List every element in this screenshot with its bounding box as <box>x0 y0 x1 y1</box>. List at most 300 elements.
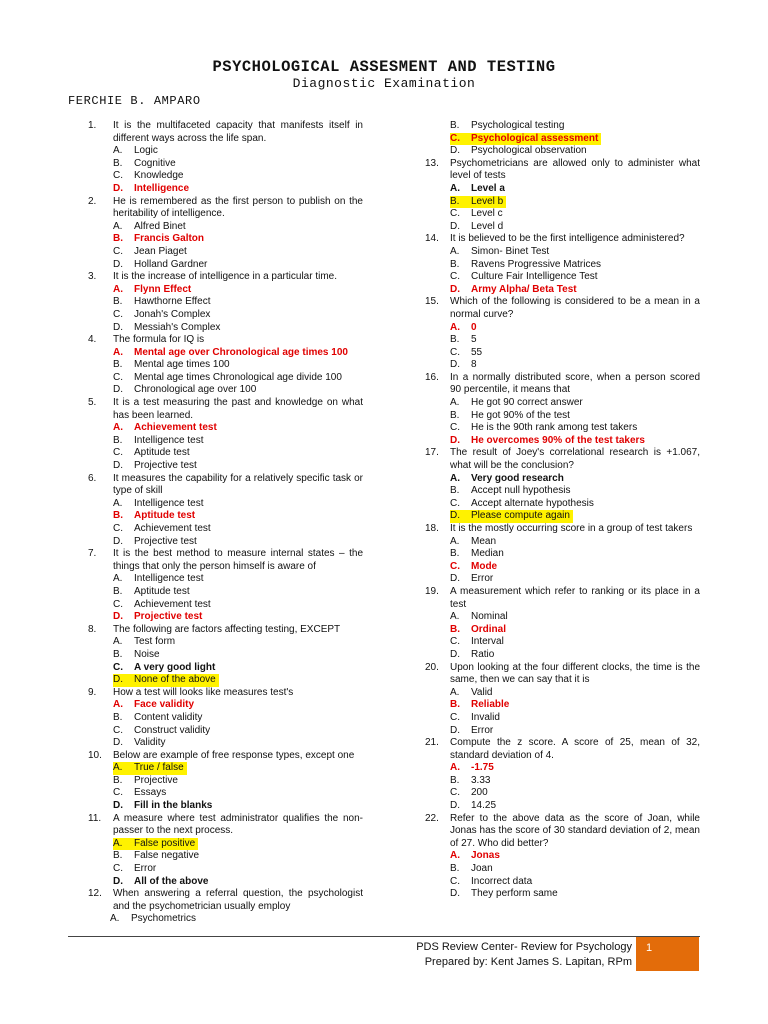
option-text: Test form <box>134 636 176 648</box>
option-text: Accept alternate hypothesis <box>471 497 594 509</box>
option-text: Intelligence test <box>134 573 204 585</box>
option-text: Aptitude test <box>134 585 190 597</box>
answer-option <box>450 322 700 335</box>
option-letter: C. <box>113 661 123 673</box>
option-text: Error <box>471 724 494 736</box>
answer-option <box>450 876 700 889</box>
option-text: Content validity <box>134 711 203 723</box>
answer-option <box>113 762 363 775</box>
question-number: 15. <box>425 296 439 308</box>
question <box>88 687 363 700</box>
option-text: Intelligence <box>134 182 190 194</box>
option-letter: B. <box>450 863 460 875</box>
author-name: FERCHIE B. AMPARO <box>68 94 201 108</box>
answer-option <box>113 649 363 662</box>
answer-option <box>113 460 363 473</box>
option-text: False positive <box>134 838 198 851</box>
question <box>88 271 363 284</box>
option-letter: C. <box>113 245 123 257</box>
option-text: Achievement test <box>134 523 211 534</box>
document-subtitle: Diagnostic Examination <box>292 76 476 91</box>
answer-option <box>450 473 700 486</box>
question <box>425 523 700 536</box>
option-text: Accept null hypothesis <box>471 485 571 497</box>
option-letter: A. <box>113 145 123 157</box>
option-text: Fill in the blanks <box>134 800 213 812</box>
option-letter: D. <box>450 359 460 371</box>
answer-option <box>450 334 700 347</box>
option-text: Level a <box>471 182 505 194</box>
option-text: Mode <box>471 560 498 572</box>
option-letter: B. <box>113 510 123 522</box>
answer-option <box>113 183 363 196</box>
answer-option <box>450 221 700 234</box>
question <box>88 334 363 347</box>
option-text: 200 <box>471 787 488 799</box>
option-text: Achievement test <box>134 598 211 610</box>
option-text: Projective test <box>134 460 197 472</box>
option-text: Hawthorne Effect <box>134 296 211 308</box>
option-text: Error <box>134 863 157 875</box>
option-text: Projective <box>134 774 178 786</box>
option-text: Logic <box>134 145 158 157</box>
answer-option <box>113 599 363 612</box>
option-letter: D. <box>450 220 460 232</box>
answer-option <box>113 523 363 536</box>
option-text: Face validity <box>134 699 195 711</box>
answer-option <box>113 674 363 687</box>
question-text: He is remembered as the first person to publish on the heritability of intelligence. <box>113 195 363 220</box>
answer-option <box>450 271 700 284</box>
option-text: False negative <box>134 850 200 862</box>
question-number: 9. <box>88 686 97 698</box>
option-text: Incorrect data <box>471 875 533 887</box>
option-letter: A. <box>113 573 123 585</box>
option-letter: A. <box>450 472 460 484</box>
option-text: Ordinal <box>471 623 507 635</box>
answer-option <box>113 498 363 511</box>
option-text: Noise <box>134 648 160 660</box>
question-text: The result of Joey's correlational research is +1.067, what will be the conclusion? <box>450 447 700 472</box>
question-text: It is believed to be the first intelligence administered? <box>450 233 685 245</box>
option-text: 14.25 <box>471 800 497 812</box>
answer-option <box>450 624 700 637</box>
answer-option <box>113 636 363 649</box>
question-text: A measure where test administrator qualifies the non-passer to the next process. <box>113 812 363 837</box>
option-letter: C. <box>450 133 471 146</box>
question-number: 4. <box>88 334 97 346</box>
option-letter: A. <box>113 762 134 775</box>
answer-option <box>113 787 363 800</box>
option-letter: A. <box>113 838 134 851</box>
option-letter: D. <box>450 283 460 295</box>
option-text: Intelligence test <box>134 497 204 509</box>
question-text: How a test will looks like measures test's <box>113 686 294 698</box>
option-letter: B. <box>450 258 460 270</box>
question-text: Psychometricians are allowed only to administer what level of tests <box>450 157 700 182</box>
answer-option <box>450 120 700 133</box>
option-text: -1.75 <box>471 762 494 774</box>
answer-option <box>450 410 700 423</box>
question-number: 6. <box>88 472 97 484</box>
answer-option <box>113 838 363 851</box>
question-text: In a normally distributed score, when a person scored 90 percentile, it means that <box>450 371 700 396</box>
option-letter: B. <box>113 774 123 786</box>
option-text: Jonah's Complex <box>134 308 211 320</box>
option-letter: C. <box>113 170 123 182</box>
answer-option <box>450 548 700 561</box>
document-title: PSYCHOLOGICAL ASSESMENT AND TESTING <box>212 58 556 76</box>
answer-option <box>113 712 363 725</box>
page-number: 1 <box>646 942 653 954</box>
answer-option <box>450 347 700 360</box>
option-text: 8 <box>471 359 477 371</box>
answer-option <box>450 863 700 876</box>
answer-option <box>113 725 363 738</box>
answer-option <box>450 536 700 549</box>
answer-option <box>113 699 363 712</box>
answer-option <box>113 737 363 750</box>
answer-option <box>113 573 363 586</box>
question-text: A measurement which refer to ranking or its place in a test <box>450 585 700 610</box>
question <box>425 296 700 321</box>
question-number: 22. <box>425 812 439 824</box>
option-letter: A. <box>450 850 460 862</box>
answer-option <box>450 246 700 259</box>
option-text: He is the 90th rank among test takers <box>471 422 638 434</box>
option-text: A very good light <box>134 661 216 673</box>
option-letter: D. <box>113 674 134 687</box>
option-letter: B. <box>450 699 460 711</box>
question <box>88 750 363 763</box>
option-letter: D. <box>450 145 460 157</box>
answer-option <box>450 435 700 448</box>
option-letter: C. <box>113 447 123 459</box>
answer-option <box>450 359 700 372</box>
question-number: 16. <box>425 371 439 383</box>
answer-option <box>113 876 363 889</box>
option-letter: C. <box>450 875 460 887</box>
option-letter: B. <box>450 196 471 209</box>
option-letter: D. <box>450 573 460 585</box>
answer-option <box>450 485 700 498</box>
answer-option <box>113 296 363 309</box>
answer-option <box>450 762 700 775</box>
option-text: Aptitude test <box>134 447 190 459</box>
option-text: 5 <box>471 334 477 346</box>
option-letter: B. <box>450 485 460 497</box>
option-letter: C. <box>113 787 123 799</box>
option-letter: D. <box>450 434 460 446</box>
option-letter: B. <box>113 157 123 169</box>
option-letter: B. <box>450 120 460 131</box>
question-number: 7. <box>88 548 97 560</box>
option-text: Mental age over Chronological age times 100 <box>134 346 348 358</box>
answer-option <box>450 133 700 146</box>
option-letter: C. <box>113 863 123 875</box>
option-letter: C. <box>113 598 123 610</box>
option-letter: D. <box>113 321 123 333</box>
option-text: 55 <box>471 346 483 358</box>
option-letter: B. <box>450 548 460 560</box>
question-text: Compute the z score. A score of 25, mean of 32, standard deviation of 4. <box>450 737 700 761</box>
option-letter: A. <box>113 283 123 295</box>
option-letter: C. <box>450 636 460 648</box>
answer-option <box>450 510 700 523</box>
option-letter: C. <box>113 724 123 736</box>
answer-option <box>113 611 363 624</box>
option-text: Simon- Binet Test <box>471 245 550 257</box>
option-letter: C. <box>450 346 460 358</box>
option-letter: D. <box>450 888 460 900</box>
question-number: 10. <box>88 749 102 761</box>
option-letter: B. <box>113 359 123 371</box>
answer-option <box>450 259 700 272</box>
option-text: Alfred Binet <box>134 220 186 232</box>
question-text: It is the multifaceted capacity that manifests itself in different ways across the life span. <box>113 120 363 144</box>
answer-option <box>450 284 700 297</box>
answer-option <box>113 145 363 158</box>
option-text: Projective test <box>134 611 203 623</box>
answer-option <box>113 347 363 360</box>
answer-option <box>113 586 363 599</box>
option-text: Median <box>471 548 504 560</box>
question-number: 18. <box>425 523 439 534</box>
footer-prepared-by: Prepared by: Kent James S. Lapitan, RPm <box>424 955 632 968</box>
option-letter: B. <box>450 409 460 421</box>
answer-option <box>113 284 363 297</box>
option-text: Error <box>471 573 494 585</box>
option-text: Level d <box>471 220 504 232</box>
option-text: Aptitude test <box>134 510 196 522</box>
option-text: Jonas <box>471 850 500 862</box>
question-number: 20. <box>425 661 439 673</box>
option-letter: B. <box>450 334 460 346</box>
question-number: 13. <box>425 157 439 169</box>
option-letter: B. <box>113 233 123 245</box>
question <box>88 473 363 498</box>
option-text: Army Alpha/ Beta Test <box>471 283 577 295</box>
option-text: Ratio <box>471 648 495 660</box>
answer-option <box>450 725 700 738</box>
option-letter: A. <box>450 397 460 409</box>
option-letter: A. <box>450 535 460 547</box>
question-number: 19. <box>425 585 439 597</box>
answer-option <box>113 447 363 460</box>
option-letter: C. <box>450 497 460 509</box>
answer-option <box>113 850 363 863</box>
option-text: Essays <box>134 787 167 799</box>
answer-option <box>113 259 363 272</box>
question <box>88 120 363 145</box>
option-text: Francis Galton <box>134 233 205 245</box>
answer-option <box>450 699 700 712</box>
question-text: Upon looking at the four different clocks, the time is the same, then we can say that it is <box>450 661 700 686</box>
answer-option <box>113 384 363 397</box>
footer-review-center: PDS Review Center- Review for Psychology <box>416 941 632 953</box>
option-text: Valid <box>471 686 493 698</box>
option-letter: B. <box>450 623 460 635</box>
option-text: Holland Gardner <box>134 258 208 270</box>
option-letter: C. <box>113 523 123 534</box>
option-text: Joan <box>471 863 493 875</box>
option-letter: C. <box>450 787 460 799</box>
right-column <box>425 120 700 901</box>
option-text: Validity <box>134 737 166 749</box>
answer-option <box>450 649 700 662</box>
option-text: Culture Fair Intelligence Test <box>471 271 598 283</box>
answer-option <box>113 359 363 372</box>
option-text: Mental age times Chronological age divide 100 <box>134 371 342 383</box>
answer-option <box>450 850 700 863</box>
option-letter: D. <box>113 737 123 749</box>
option-letter: A. <box>113 699 123 711</box>
question <box>88 624 363 637</box>
answer-option <box>113 221 363 234</box>
option-text: Achievement test <box>134 422 217 434</box>
answer-option <box>113 775 363 788</box>
option-text: Jean Piaget <box>134 245 187 257</box>
question <box>88 196 363 221</box>
option-letter: D. <box>450 648 460 660</box>
option-letter: C. <box>450 711 460 723</box>
answer-option <box>113 863 363 876</box>
question <box>425 372 700 397</box>
option-letter: C. <box>450 271 460 283</box>
answer-option <box>113 435 363 448</box>
option-text: Mean <box>471 535 497 547</box>
answer-option <box>450 712 700 725</box>
option-text: Knowledge <box>134 170 184 182</box>
option-letter: B. <box>113 850 123 862</box>
answer-option <box>450 611 700 624</box>
answer-option <box>113 246 363 259</box>
answer-option <box>450 183 700 196</box>
option-text: Nominal <box>471 611 508 623</box>
option-letter: D. <box>113 535 123 547</box>
answer-option <box>450 636 700 649</box>
answer-option <box>110 913 363 926</box>
option-letter: A. <box>450 321 460 333</box>
question-text: It is the mostly occurring score in a group of test takers <box>450 523 693 534</box>
option-letter: B. <box>113 296 123 308</box>
option-text: True / false <box>134 762 187 775</box>
option-letter: D. <box>113 384 123 396</box>
question-text: It is the increase of intelligence in a particular time. <box>113 271 337 283</box>
option-letter: A. <box>113 220 123 232</box>
footer-divider <box>68 936 700 937</box>
option-letter: D. <box>113 611 123 623</box>
left-column <box>88 120 363 926</box>
question-number: 17. <box>425 447 439 459</box>
option-letter: D. <box>113 182 123 194</box>
answer-option <box>450 145 700 158</box>
option-text: He overcomes 90% of the test takers <box>471 434 645 446</box>
option-letter: A. <box>113 636 123 648</box>
answer-option <box>113 662 363 675</box>
option-text: Mental age times 100 <box>134 359 230 371</box>
option-text: Ravens Progressive Matrices <box>471 258 602 270</box>
option-letter: C. <box>113 308 123 320</box>
answer-option <box>113 322 363 335</box>
option-letter: D. <box>450 724 460 736</box>
question <box>88 397 363 422</box>
question-text: It is the best method to measure internal states – the things that only the person himself is aware of <box>113 548 363 572</box>
question-number: 21. <box>425 737 439 749</box>
option-text: Very good research <box>471 472 564 484</box>
option-letter: D. <box>113 875 123 887</box>
question-number: 2. <box>88 195 97 207</box>
option-letter: A. <box>450 182 460 194</box>
option-letter: D. <box>113 258 123 270</box>
option-letter: A. <box>113 346 123 358</box>
question-number: 5. <box>88 397 97 409</box>
question <box>88 548 363 573</box>
option-letter: B. <box>113 434 123 446</box>
answer-option <box>450 775 700 788</box>
option-letter: D. <box>450 510 471 523</box>
answer-option <box>450 687 700 700</box>
option-text: He got 90 correct answer <box>471 397 583 409</box>
option-letter: A. <box>450 245 460 257</box>
option-letter: A. <box>450 762 460 774</box>
question <box>88 888 363 913</box>
option-letter: C. <box>450 422 460 434</box>
option-text: Psychological testing <box>471 120 565 131</box>
option-letter: B. <box>113 648 123 660</box>
question <box>425 813 700 851</box>
answer-option <box>450 498 700 511</box>
page-number-box <box>636 937 699 971</box>
question-text: Which of the following is considered to be a mean in a normal curve? <box>450 296 700 320</box>
option-text: Interval <box>471 636 504 648</box>
option-letter: B. <box>450 774 460 786</box>
option-text: Level c <box>471 208 503 220</box>
answer-option <box>450 573 700 586</box>
option-text: Messiah's Complex <box>134 321 221 333</box>
option-letter: B. <box>113 711 123 723</box>
question-number: 3. <box>88 271 97 283</box>
option-letter: A. <box>110 913 120 925</box>
answer-option <box>450 787 700 800</box>
option-text: Please compute again <box>471 510 573 523</box>
option-letter: A. <box>113 497 123 509</box>
question-number: 1. <box>88 120 97 131</box>
answer-option <box>450 800 700 813</box>
question <box>88 813 363 838</box>
option-text: Invalid <box>471 711 500 723</box>
option-letter: A. <box>113 422 123 434</box>
option-text: Cognitive <box>134 157 176 169</box>
question <box>425 586 700 611</box>
option-text: Projective test <box>134 535 197 547</box>
option-letter: D. <box>450 800 460 812</box>
answer-option <box>450 888 700 901</box>
option-letter: A. <box>450 611 460 623</box>
question-text: It measures the capability for a relatively specific task or type of skill <box>113 472 363 497</box>
option-text: Psychometrics <box>131 913 197 925</box>
answer-option <box>113 309 363 322</box>
answer-option <box>450 422 700 435</box>
question <box>425 662 700 687</box>
option-letter: A. <box>450 686 460 698</box>
question-text: Refer to the above data as the score of Joan, while Jonas has the score of 30 standard deviation of 2, mean of 27. Who did better? <box>450 812 700 849</box>
option-text: Psychological observation <box>471 145 587 157</box>
option-text: Flynn Effect <box>134 283 192 295</box>
option-letter: C. <box>450 560 460 572</box>
answer-option <box>113 536 363 549</box>
question <box>425 158 700 183</box>
